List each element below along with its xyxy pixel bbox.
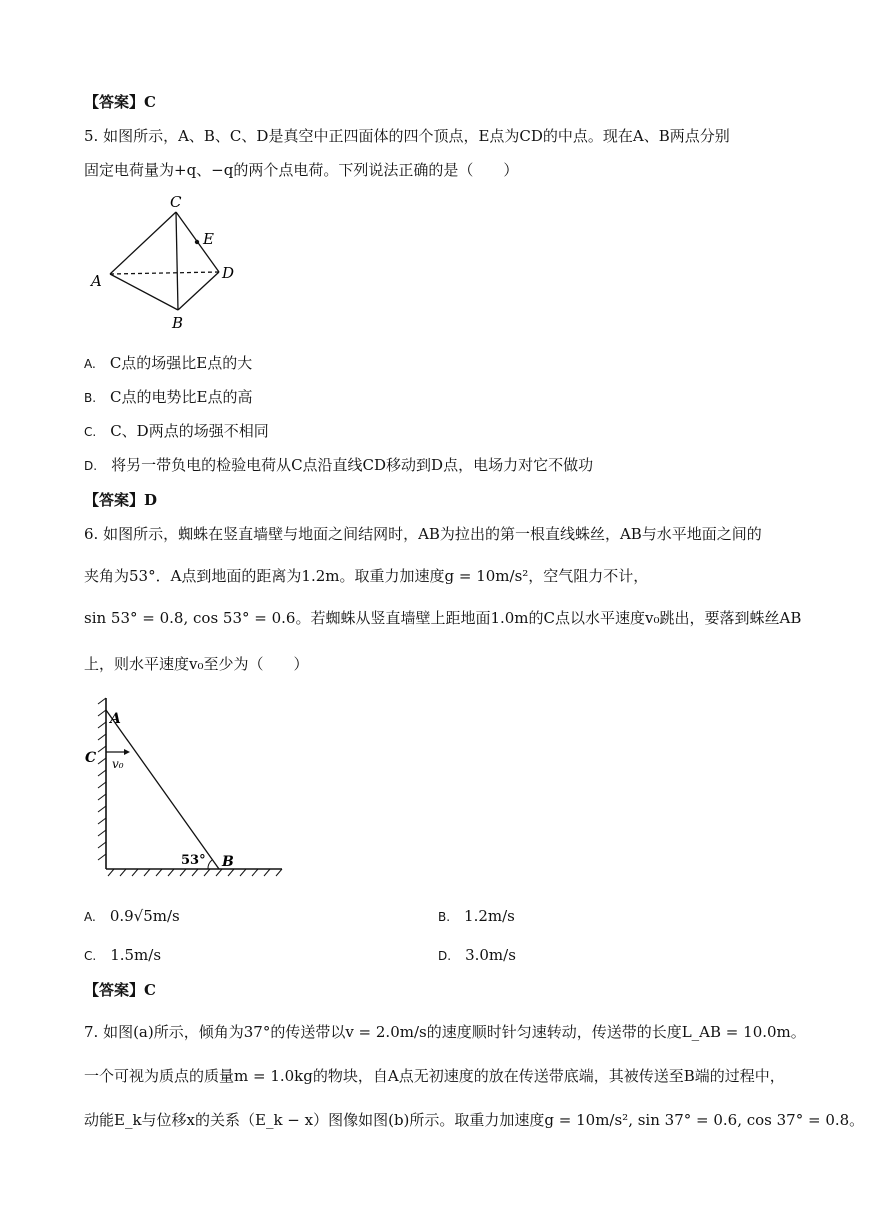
label-c: C (170, 193, 182, 211)
label-angle-53: 53° (181, 853, 206, 868)
previous-answer: 【答案】C (84, 93, 156, 111)
q6-option-a: A. 0.9√5m/s (84, 907, 180, 925)
label-e: E (203, 230, 214, 248)
q5-option-a: A. C点的场强比E点的大 (84, 354, 253, 372)
q5-answer: 【答案】D (84, 491, 158, 509)
q6-option-b: B. 1.2m/s (438, 907, 515, 925)
q5-option-b: B. C点的电势比E点的高 (84, 388, 253, 406)
q7-stem-line-3: 动能E_k与位移x的关系（E_k − x）图像如图(b)所示。取重力加速度g = 10m/s², sin 37° = 0.6, cos 37° = 0.8。 (84, 1111, 865, 1129)
q5-stem-line-2: 固定电荷量为+q、−q的两个点电荷。下列说法正确的是（ ） (84, 161, 519, 179)
q5-stem-line-1: 5. 如图所示，A、B、C、D是真空中正四面体的四个顶点，E点为CD的中点。现在A、B两点分别 (84, 127, 730, 145)
q6-answer: 【答案】C (84, 981, 156, 999)
q6-stem-line-2: 夹角为53°．A点到地面的距离为1.2m。取重力加速度g = 10m/s²，空气阻力不计， (84, 567, 649, 585)
q6-stem-line-1: 6. 如图所示，蜘蛛在竖直墙壁与地面之间结网时，AB为拉出的第一根直线蛛丝，AB与水平地面之间的 (84, 525, 762, 543)
label-a: A (91, 272, 102, 290)
q7-stem-line-1: 7. 如图(a)所示，倾角为37°的传送带以v = 2.0m/s的速度顺时针匀速转动，传送带的长度L_AB = 10.0m。 (84, 1023, 806, 1041)
label-c: C (85, 750, 97, 766)
q6-option-c: C. 1.5m/s (84, 946, 162, 964)
q6-stem-line-3: sin 53° = 0.8, cos 53° = 0.6。若蜘蛛从竖直墙壁上距地面1.0m的C点以水平速度v₀跳出，要落到蛛丝AB (84, 609, 802, 627)
label-d: D (222, 264, 235, 282)
q7-stem-line-2: 一个可视为质点的质量m = 1.0kg的物块，自A点无初速度的放在传送带底端，其被传送至B端的过程中， (84, 1067, 785, 1085)
label-b: B (172, 314, 184, 332)
q6-stem-line-4: 上，则水平速度v₀至少为（ ） (84, 655, 309, 673)
q5-option-d: D. 将另一带负电的检验电荷从C点沿直线CD移动到D点，电场力对它不做功 (84, 456, 594, 474)
tetrahedron-figure (84, 192, 254, 338)
label-b: B (222, 854, 234, 870)
label-v0: v₀ (112, 757, 124, 771)
spider-web-figure (80, 696, 290, 882)
q5-option-c: C. C、D两点的场强不相同 (84, 422, 269, 440)
q6-option-d: D. 3.0m/s (438, 946, 516, 964)
label-a: A (110, 711, 121, 727)
